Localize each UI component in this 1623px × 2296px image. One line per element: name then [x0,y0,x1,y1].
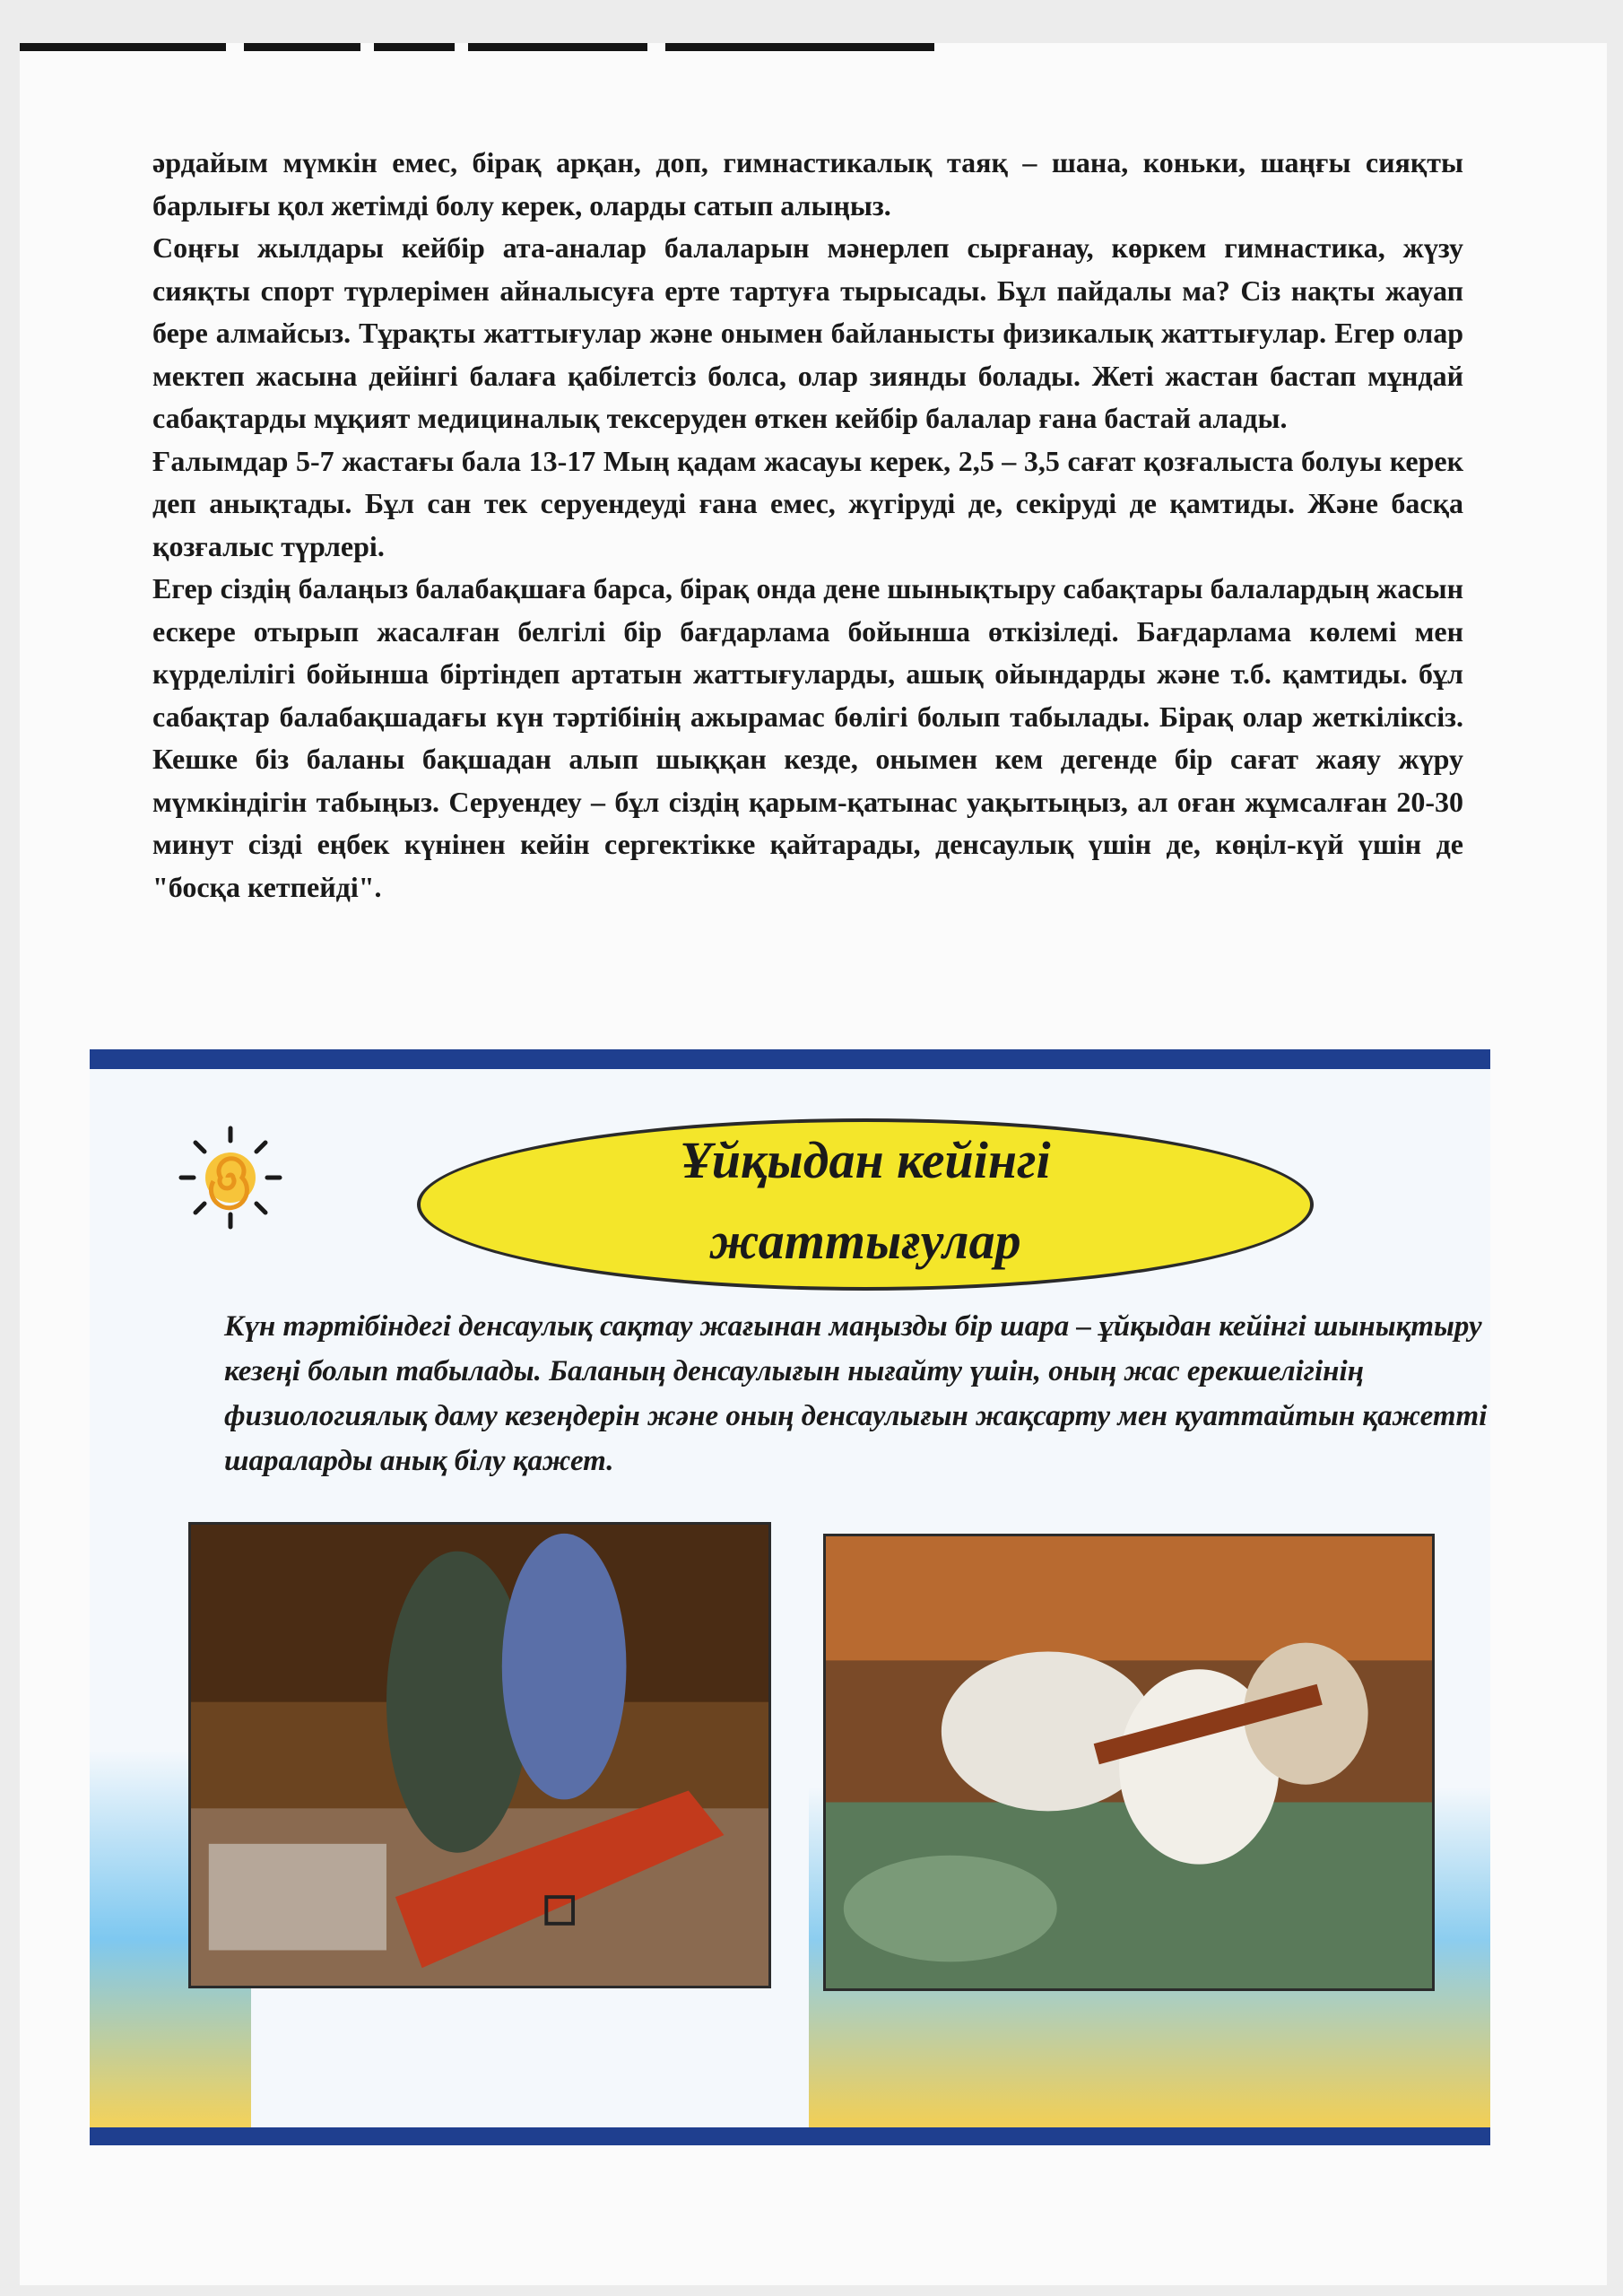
paragraph: Ғалымдар 5-7 жастағы бала 13-17 Мың қадам жасауы керек, 2,5 – 3,5 сағат қозғалыста болуы керек деп анықтады. Бұл сан тек серуендеуді ғана емес, жүгіруді де, секіруді де қамтиды. Және басқа қозғалыс түрлері. [152,444,1463,562]
paragraph: Егер сіздің балаңыз балабақшаға барса, бірақ онда дене шынықтыру сабақтары балалардың жасын ескере отырып жасалған белгілі бір бағдарлама бойынша өткізіледі. Бағдарлама көлемі мен күрделілігі бойынша біртіндеп артатын жаттығуларды, ашық ойындарды және т.б. қамтиды. бұл сабақтар балабақшадағы күн тәртібінің ажырамас бөлігі болып табылады. Бірақ олар жеткіліксіз. Кешке біз баланы бақшадан алып шыққан кезде, онымен кем дегенде бір сағат жаяу жүру мүмкіндігін табыңыз. Серуендеу – бұл сіздің қарым-қатынас уақытыңыз, ал оған жұмсалған 20-30 минут сізді еңбек күнінен кейін сергектікке қайтарады, денсаулық үшін де, көңіл-күй үшін де "босқа кетпейді". [152,572,1463,903]
section-title-line-1: Ұйқыдан кейінгі [680,1131,1051,1189]
photo-children-exercise-2 [823,1534,1435,1991]
photo-children-exercise-1 [188,1522,771,1988]
article-body [152,142,1463,909]
paragraph: әрдайым мүмкін емес, бірақ арқан, доп, гимнастикалық таяқ – шана, коньки, шаңғы сияқты барлығы қол жетімді болу керек, оларды сатып алыңыз. [152,146,1463,222]
page-top-edge [20,43,1607,52]
exercise-panel [90,1049,1490,2145]
section-title-line-2: жаттығулар [709,1212,1021,1270]
document-page [20,43,1607,2285]
paragraph: Соңғы жылдары кейбір ата-аналар балаларын мәнерлеп сырғанау, көркем гимнастика, жүзу сияқты спорт түрлерімен айналысуға ерте тартуға тырысады. Бұл пайдалы ма? Сіз нақты жауап бере алмайсыз. Тұрақты жаттығулар және онымен байланысты физикалық жаттығулар. Егер олар мектеп жасына дейінгі балаға қабілетсіз болса, олар зиянды болады. Жеті жастан бастап мұндай сабақтарды мұқият медициналық тексеруден өткен кейбір балалар ғана бастай алады. [152,231,1463,434]
sun-icon [178,1125,283,1231]
section-intro: Күн тәртібіндегі денсаулық сақтау жағынан маңызды бір шара – ұйқыдан кейінгі шынықтыру кезеңі болып табылады. Баланың денсаулығын нығайту үшін, оның жас ерекшелігінің физиологиялық даму кезеңдерін және оның денсаулығын жақсарту мен қуаттайтын қажетті шараларды анық білу қажет. [224,1310,1488,1477]
